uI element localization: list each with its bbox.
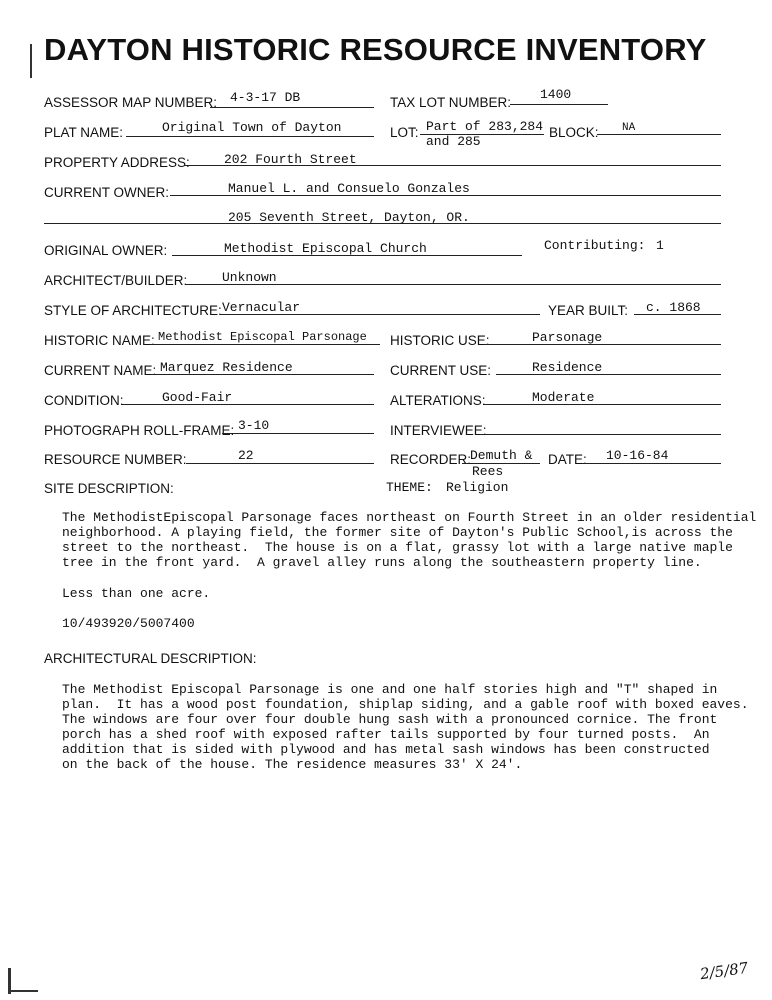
recorder-value-line1: Demuth & bbox=[470, 448, 533, 463]
condition-line bbox=[122, 404, 374, 405]
recorder-value-line2: Rees bbox=[472, 464, 504, 479]
block-line bbox=[597, 134, 721, 135]
resource-number-value: 22 bbox=[238, 448, 254, 463]
architect-label: ARCHITECT/BUILDER: bbox=[44, 273, 188, 288]
alterations-label: ALTERATIONS: bbox=[390, 393, 486, 408]
current-use-value: Residence bbox=[532, 360, 603, 375]
resource-number-line bbox=[186, 463, 374, 464]
theme-label: THEME: bbox=[386, 480, 433, 495]
binding-mark-top bbox=[30, 44, 32, 78]
photo-roll-line bbox=[222, 433, 374, 434]
style-label: STYLE OF ARCHITECTURE: bbox=[44, 303, 222, 318]
current-owner-value-line1: Manuel L. and Consuelo Gonzales bbox=[228, 181, 470, 196]
historic-name-value: Methodist Episcopal Parsonage bbox=[158, 330, 367, 344]
binding-mark-bottom-line bbox=[8, 990, 38, 992]
architect-value: Unknown bbox=[222, 270, 277, 285]
historic-use-value: Parsonage bbox=[532, 330, 603, 345]
architectural-description-label: ARCHITECTURAL DESCRIPTION: bbox=[44, 651, 257, 666]
year-built-value: c. 1868 bbox=[646, 300, 701, 315]
date-line bbox=[582, 463, 721, 464]
lot-label: LOT: bbox=[390, 125, 419, 140]
historic-use-label: HISTORIC USE: bbox=[390, 333, 490, 348]
current-name-value: Marquez Residence bbox=[160, 360, 293, 375]
property-address-value: 202 Fourth Street bbox=[224, 152, 357, 167]
utm-reference: 10/493920/5007400 bbox=[62, 616, 195, 631]
date-value: 10-16-84 bbox=[606, 448, 669, 463]
current-owner-label: CURRENT OWNER: bbox=[44, 185, 170, 200]
original-owner-label: ORIGINAL OWNER: bbox=[44, 243, 168, 258]
architectural-description-line-5: addition that is sided with plywood and has metal sash windows has been constructed bbox=[62, 742, 710, 757]
tax-lot-value: 1400 bbox=[540, 87, 572, 102]
assessor-map-line bbox=[210, 107, 374, 108]
date-label: DATE: bbox=[548, 452, 587, 467]
assessor-map-label: ASSESSOR MAP NUMBER: bbox=[44, 95, 218, 110]
theme-value: Religion bbox=[446, 480, 509, 495]
current-use-label: CURRENT USE: bbox=[390, 363, 492, 378]
block-label: BLOCK: bbox=[549, 125, 599, 140]
current-use-line bbox=[496, 374, 721, 375]
alterations-value: Moderate bbox=[532, 390, 595, 405]
original-owner-value: Methodist Episcopal Church bbox=[224, 241, 427, 256]
tax-lot-line bbox=[510, 104, 608, 105]
lot-value-line2: and 285 bbox=[426, 134, 481, 149]
architectural-description-line-2: plan. It has a wood post foundation, shiplap siding, and a gable roof with boxed eaves. bbox=[62, 697, 749, 712]
handwritten-note: 2/5/87 bbox=[698, 958, 750, 984]
architectural-description-line-3: The windows are four over four double hung sash with a pronounced cornice. The front bbox=[62, 712, 718, 727]
site-description-line-1: The MethodistEpiscopal Parsonage faces northeast on Fourth Street in an older residential bbox=[62, 510, 757, 525]
property-address-label: PROPERTY ADDRESS: bbox=[44, 155, 190, 170]
current-owner-value-line2: 205 Seventh Street, Dayton, OR. bbox=[228, 210, 470, 225]
historic-name-line bbox=[150, 344, 380, 345]
style-value: Vernacular bbox=[222, 300, 301, 315]
contributing-label: Contributing: bbox=[544, 238, 646, 253]
plat-name-label: PLAT NAME: bbox=[44, 125, 124, 140]
architectural-description-line-6: on the back of the house. The residence measures 33' X 24'. bbox=[62, 757, 523, 772]
contributing-value: 1 bbox=[656, 238, 664, 253]
page-title: DAYTON HISTORIC RESOURCE INVENTORY bbox=[44, 32, 707, 67]
year-built-label: YEAR BUILT: bbox=[548, 303, 629, 318]
alterations-line bbox=[484, 404, 721, 405]
photo-roll-label: PHOTOGRAPH ROLL-FRAME: bbox=[44, 423, 235, 438]
architectural-description-line-1: The Methodist Episcopal Parsonage is one and one half stories high and "T" shaped in bbox=[62, 682, 718, 697]
site-description-line-3: street to the northeast. The house is on a flat, grassy lot with a large native maple bbox=[62, 540, 733, 555]
tax-lot-label: TAX LOT NUMBER: bbox=[390, 95, 512, 110]
interviewee-line bbox=[480, 434, 721, 435]
recorder-label: RECORDER: bbox=[390, 452, 472, 467]
site-description-line-4: tree in the front yard. A gravel alley runs along the southeastern property line. bbox=[62, 555, 702, 570]
condition-value: Good-Fair bbox=[162, 390, 233, 405]
plat-name-value: Original Town of Dayton bbox=[162, 120, 342, 135]
plat-name-line bbox=[126, 136, 374, 137]
condition-label: CONDITION: bbox=[44, 393, 124, 408]
current-name-label: CURRENT NAME: bbox=[44, 363, 157, 378]
photo-roll-value: 3-10 bbox=[238, 418, 270, 433]
block-value: NA bbox=[622, 122, 636, 134]
interviewee-label: INTERVIEWEE: bbox=[390, 423, 487, 438]
lot-value-line1: Part of 283,284 bbox=[426, 119, 544, 134]
historic-use-line bbox=[484, 344, 721, 345]
site-description-label: SITE DESCRIPTION: bbox=[44, 481, 174, 496]
architectural-description-line-4: porch has a shed roof with exposed rafter tails supported by four turned posts. An bbox=[62, 727, 710, 742]
acreage: Less than one acre. bbox=[62, 586, 211, 601]
resource-number-label: RESOURCE NUMBER: bbox=[44, 452, 187, 467]
historic-name-label: HISTORIC NAME: bbox=[44, 333, 155, 348]
assessor-map-value: 4-3-17 DB bbox=[230, 90, 301, 105]
site-description-line-2: neighborhood. A playing field, the former site of Dayton's Public School,is across the bbox=[62, 525, 733, 540]
